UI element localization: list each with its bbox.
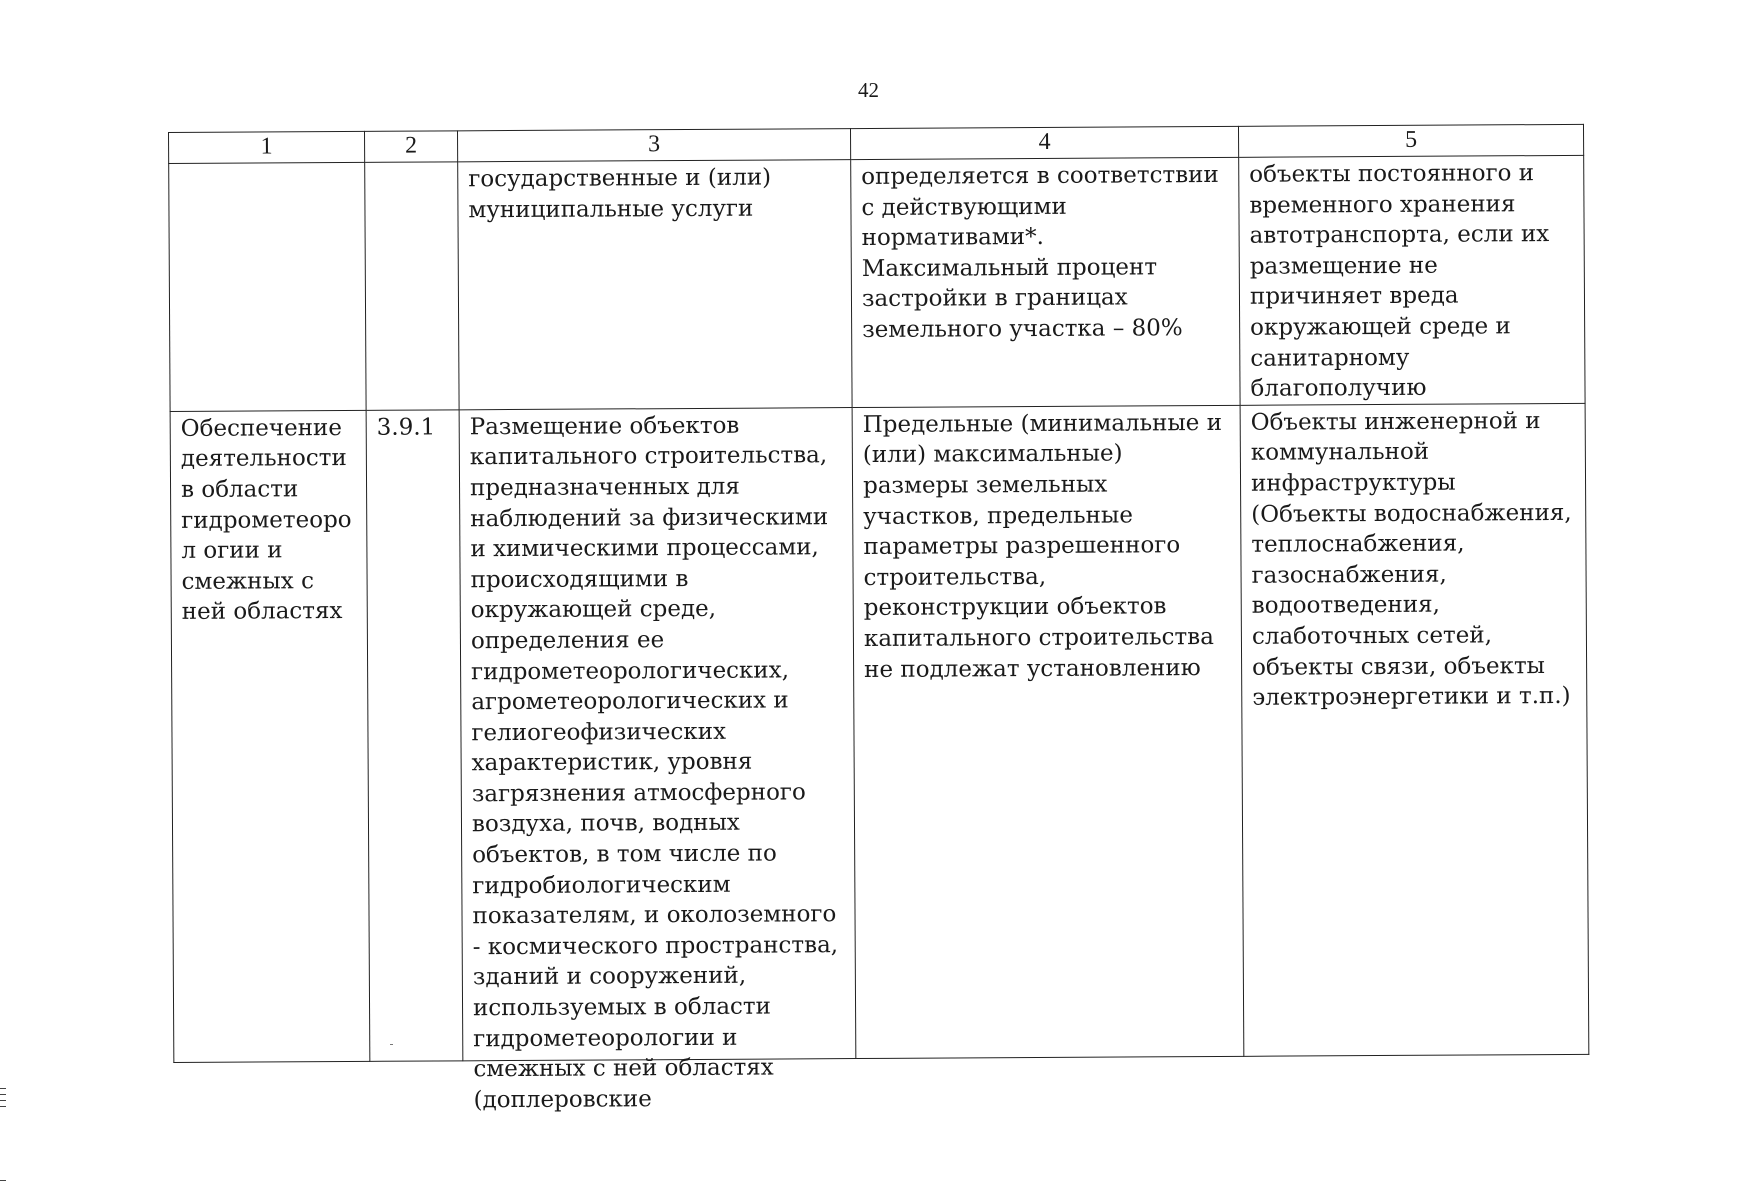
column-header-2: 2 [364,131,457,163]
cell-use-name [169,162,366,411]
cell-description-text: Размещение объектов капитального строительства, предназначенных для наблюдений за физическими и химическими процессами, происходящими в окружающей среде, определения ее гидрометеорологических, агрометеорологических и гелиогеофизических характеристик, уровня загрязнения атмосферного воздуха, почв, водных объектов, в том числе по гидробиологическим показателям, и околоземного - космического пространства, зданий и сооружений, используемых в области гидрометеорологии и смежных с ней областях (доплеровские [469,412,839,1114]
scan-margin-mark [0,1106,6,1107]
cell-parameters [852,405,1244,1058]
cell-auxiliary-uses: объекты постоянного и временного хранения автотранспорта, если их размещение не причиняет вреда окружающей среде и санитарному благополучию [1239,155,1585,405]
cell-parameters: определяется в соответствии с действующими нормативами*. Максимальный процент застройки в границах земельного участка – 80% [851,157,1240,407]
column-header-5: 5 [1238,124,1583,157]
cell-code [366,410,463,1062]
column-header-3: 3 [457,129,850,162]
table-row [170,403,1589,1062]
table-row [169,155,1585,411]
cell-use-name [170,410,370,1062]
cell-use-name-text: Обеспечение деятельности в области гидрометеорол огии и смежных с ней областях [180,414,352,626]
cell-description: государственные и (или) муниципальные услуги [458,160,852,410]
cell-description [459,407,856,1114]
zoning-table [168,124,1589,1114]
cell-parameters-text: Предельные (минимальные и (или) максимальные) размеры земельных участков, предельные параметры разрешенного строительства, реконструкции объектов капитального строительства не подлежат установлению [862,409,1223,683]
scan-speck [390,1044,393,1045]
column-header-1: 1 [169,131,365,163]
scan-margin-mark [0,1094,6,1095]
cell-code [365,162,459,410]
cell-code-text: 3.9.1 [376,414,436,441]
cell-auxiliary-uses-text: Объекты инженерной и коммунальной инфраструктуры (Объекты водоснабжения, теплоснабжения, газоснабжения, водоотведения, слаботочных сетей, объекты связи, объекты электроэнергетики и т.п.) [1250,407,1572,711]
cell-auxiliary-uses [1240,403,1589,1056]
scan-margin-mark [0,1180,6,1181]
scan-margin-mark [0,1100,6,1101]
page-number: 42 [858,78,879,102]
scan-margin-mark [0,1088,6,1089]
column-header-4: 4 [850,126,1238,159]
